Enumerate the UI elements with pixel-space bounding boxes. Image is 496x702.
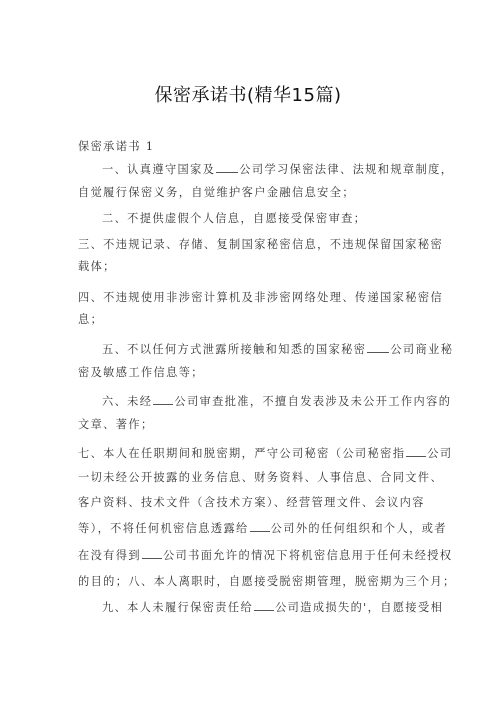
section-heading: 保密承诺书 1 (78, 140, 155, 153)
paragraph-line: 自觉履行保密义务，自觉维护客户金融信息安全； (78, 186, 355, 199)
paragraph-line: 九、本人未履行保密责任给 公司造成损失的'，自愿接受相 (102, 601, 444, 614)
blank-underline (142, 549, 162, 559)
paragraph-line: 在没有得到 公司书面允许的情况下将机密信息用于任何未经授权 (78, 549, 453, 562)
document-title: 保密承诺书(精华15篇) (154, 85, 342, 106)
paragraph-line: 三、不违规记录、存储、复制国家秘密信息，不违规保留国家秘密 (78, 238, 444, 251)
blank-underline (153, 395, 173, 405)
paragraph-line: 文章、著作； (78, 418, 154, 431)
paragraph-line: 二、不提供虚假个人信息，自愿接受保密审查； (102, 212, 367, 225)
paragraph-line: 一、认真遵守国家及 公司学习保密法律、法规和规章制度， (102, 163, 454, 176)
paragraph-line: 四、不违规使用非涉密计算机及非涉密网络处理、传递国家秘密信 (78, 291, 444, 304)
paragraph-line: 密及敏感工作信息等； (78, 366, 204, 379)
paragraph-line: 七、本人在任职期间和脱密期，严守公司秘密（公司秘密指 公司 (78, 447, 453, 460)
paragraph-line: 六、未经 公司审查批准，不擅自发表涉及未公开工作内容的 (102, 395, 452, 408)
paragraph-line: 的目的；八、本人离职时，自愿接受脱密期管理，脱密期为三个月； (78, 575, 456, 588)
paragraph-line: 客户资料、技术文件（含技术方案）、经营管理文件、会议内容 (78, 496, 425, 509)
paragraph-line: 息； (78, 313, 104, 326)
blank-underline (250, 522, 270, 532)
paragraph-line: 载体； (78, 260, 116, 273)
paragraph-line: 一切未经公开披露的业务信息、财务资料、人事信息、合同文件、 (78, 471, 444, 484)
paragraph-line: 等），不将任何机密信息透露给 公司外的任何组织和个人，或者 (78, 522, 447, 535)
blank-underline (216, 163, 238, 173)
blank-underline (367, 343, 389, 353)
blank-underline (406, 447, 426, 457)
paragraph-line: 五、不以任何方式泄露所接触和知悉的国家秘密 公司商业秘 (102, 343, 454, 356)
blank-underline (254, 601, 274, 611)
